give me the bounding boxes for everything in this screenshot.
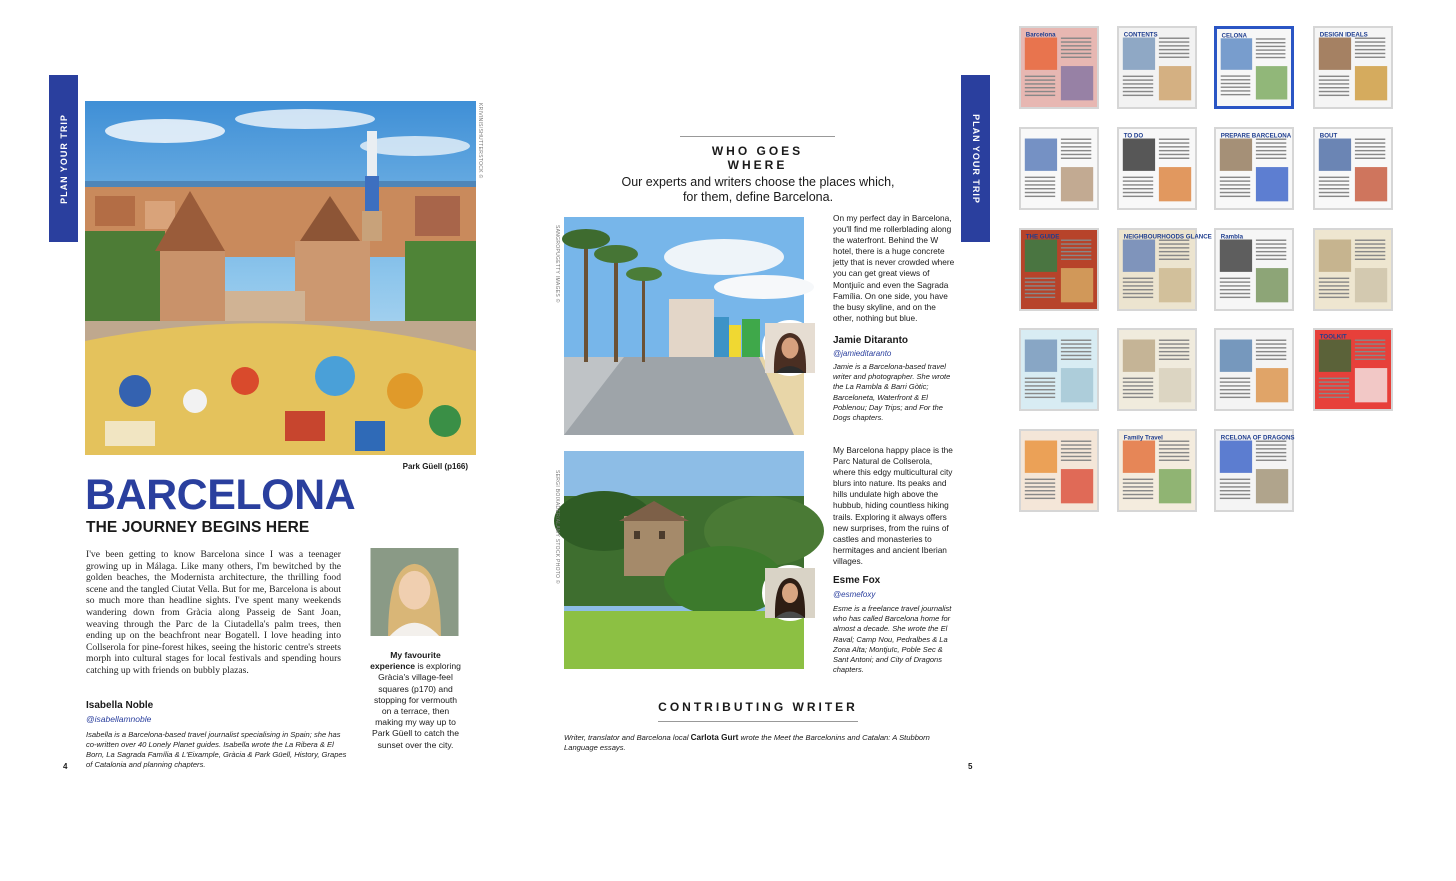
page-thumbnail[interactable]: [1313, 26, 1393, 109]
author-bio: Isabella is a Barcelona-based travel journalist specialising in Spain; she has co-written over 40 Lonely Planet guides. Isabella wrote the La Ribera & El Born, La Sagrada Família & L'Eixample, Gràcia & Park Güell, History, Grapes of Catalonia and planning chapters.: [86, 730, 347, 769]
page-thumbnail[interactable]: [1117, 328, 1197, 411]
who-goes-where-heading: WHO GOES WHERE: [680, 136, 835, 179]
page-thumbnail[interactable]: [1313, 328, 1393, 411]
page-number-right: 5: [968, 762, 973, 771]
favourite-lead: My favourite experience: [370, 650, 441, 672]
page-thumbnail[interactable]: [1019, 328, 1099, 411]
favourite-experience: [368, 650, 463, 751]
contrib-name: Carlota Gurt: [690, 733, 739, 742]
section-lead: Our experts and writers choose the places which, for them, define Barcelona.: [621, 175, 895, 204]
plan-your-trip-tab-right: [961, 75, 990, 242]
thumbnail-preview: [1021, 28, 1097, 107]
thumbnail-preview: [1119, 129, 1195, 208]
thumbnail-preview: [1216, 330, 1292, 409]
thumbnail-preview: [1315, 230, 1391, 309]
esme-handle: @esmefoxy: [833, 590, 876, 599]
page-thumbnail[interactable]: [1117, 228, 1212, 311]
thumbnail-label: BOUT: [1319, 132, 1338, 140]
contributing-writer-heading: CONTRIBUTING WRITER: [658, 694, 858, 722]
thumbnail-preview: [1216, 230, 1292, 309]
page-thumbnail[interactable]: [1117, 429, 1197, 512]
jamie-name: Jamie Ditaranto: [833, 335, 909, 346]
esme-name: Esme Fox: [833, 575, 881, 586]
jamie-handle: @jamieditaranto: [833, 349, 892, 358]
page-number-left: 4: [63, 762, 68, 771]
thumbnail-label: Rambla: [1220, 233, 1244, 241]
plan-your-trip-tab-left: [49, 75, 78, 242]
author-name: Isabella Noble: [86, 700, 154, 711]
jamie-story: On my perfect day in Barcelona, you'll find me rollerblading along the waterfront. Behind the W hotel, there is a huge concrete jetty that is never crowded where you can get great views of Montjuïc and even the Sagrada Família. On one side, you have the busy skyline, and on the other, nothing but blue.: [833, 213, 955, 323]
thumbnail-label: CELONA: [1221, 33, 1247, 40]
contributing-writer-text: [564, 733, 954, 753]
thumbnail-preview: [1119, 230, 1212, 309]
thumbnail-label: CONTENTS: [1123, 31, 1158, 39]
page-title: BARCELONA: [85, 471, 356, 519]
esme-avatar: [762, 565, 818, 621]
isabella-avatar: [369, 548, 460, 636]
thumbnail-preview: [1021, 431, 1097, 510]
favourite-text: is exploring Gràcia's village-feel squares (p170) and stopping for vermouth on a terrace, then making my way up to Park Güell to catch the sunset over the city.: [372, 661, 461, 750]
page-thumbnail[interactable]: [1313, 228, 1393, 311]
thumbnail-preview: [1119, 330, 1195, 409]
jamie-bio: Jamie is a Barcelona-based travel writer and photographer. She wrote the La Rambla & Barri Gòtic; Barceloneta, Waterfront & El Poblenou; Day Trips; and For the Dogs chapters.: [833, 362, 951, 423]
intro-paragraph: I've been getting to know Barcelona since I was a teenager growing up in Málaga. Like many others, I'm bewitched by the golden beaches, the Modernista architecture, the thrilling food scene and the tangled Ciutat Vella. But for me, Barcelona is about so much more than headline sights. I've spent many weekends wandering down from Gràcia along Passeig de Sant Joan, weaving through the Parc de la Ciutadella's palm trees, then ending up on the beachfront near Bogatell. I love heading into Collserola for pine-forest hikes, seeing the historic centre's streets morph into cultural stages for local festivals and spending hours catching up with friends on bubbly plazas.: [86, 549, 341, 676]
thumbnail-preview: [1021, 230, 1097, 309]
page-subtitle: THE JOURNEY BEGINS HERE: [86, 519, 310, 536]
thumbnail-preview: [1119, 431, 1195, 510]
thumbnail-preview: [1021, 129, 1097, 208]
thumbnail-preview: [1119, 28, 1195, 107]
thumbnail-label: NEIGHBOURHOODS GLANCE: [1123, 233, 1212, 241]
thumbnail-label: RCELONA OF DRAGONS: [1220, 434, 1295, 442]
thumbnail-preview: [1021, 330, 1097, 409]
thumbnail-preview: [1315, 330, 1391, 409]
thumbnail-label: PREPARE BARCELONA: [1220, 132, 1292, 140]
collserola-photo: [564, 451, 804, 669]
jamie-avatar: [762, 320, 818, 376]
thumbnail-label: Family Travel: [1123, 434, 1163, 442]
thumbnail-preview: [1216, 431, 1295, 510]
hero-photo-park-guell: [85, 101, 476, 455]
tab-label-right: PLAN YOUR TRIP: [970, 113, 981, 204]
page-thumbnail[interactable]: [1214, 328, 1294, 411]
thumbnail-preview: [1217, 29, 1291, 106]
hero-caption: Park Güell (p166): [402, 462, 468, 471]
page-thumbnail[interactable]: [1019, 127, 1099, 210]
esme-photo-credit: SERGI BOIXADER/ALAMY STOCK PHOTO ©: [554, 470, 560, 584]
page-thumbnail[interactable]: [1214, 429, 1294, 512]
page-thumbnail[interactable]: [1117, 127, 1197, 210]
page-thumbnail[interactable]: [1214, 26, 1294, 109]
thumbnail-label: THE GUIDE: [1025, 233, 1060, 241]
page-thumbnail[interactable]: [1019, 228, 1099, 311]
tab-label-left: PLAN YOUR TRIP: [58, 113, 69, 204]
thumbnail-preview: [1216, 129, 1292, 208]
page-thumbnail[interactable]: [1117, 26, 1197, 109]
hero-photo-credit: KRIVINIS/SHUTTERSTOCK ©: [477, 103, 483, 179]
page-thumbnail[interactable]: [1019, 429, 1099, 512]
thumbnail-preview: [1315, 129, 1391, 208]
author-handle: @isabellamnoble: [86, 714, 152, 724]
esme-story: My Barcelona happy place is the Parc Natural de Collserola, where this edgy multicultural city blurs into nature. Its peaks and hills undulate high above the hubbub, hiding countless hiking trails. Exploring it always offers new surprises, from the ruins of castles and monasteries to hermitages and ancient Iberian villages.: [833, 445, 953, 566]
page-thumbnail[interactable]: [1214, 127, 1294, 210]
esme-bio: Esme is a freelance travel journalist who has called Barcelona home for almost a decade. She wrote the El Raval; Camp Nou, Pedralbes & La Zona Alta; Montjuïc, Poble Sec & Sant Antoni; and City of Dragons chapters.: [833, 604, 952, 675]
jamie-photo-credit: SANGROPUGETTY IMAGES ©: [554, 225, 560, 303]
contrib-pre: Writer, translator and Barcelona local: [564, 733, 691, 742]
contrib-post: wrote the Meet the Barcelonins and Catalan: A Stubborn Language essays.: [564, 733, 930, 752]
thumbnail-label: TOOLKIT: [1319, 333, 1347, 341]
page-thumbnail[interactable]: [1019, 26, 1099, 109]
thumbnail-label: TO DO: [1123, 132, 1144, 140]
thumbnail-preview: [1315, 28, 1391, 107]
page-thumbnail[interactable]: [1313, 127, 1393, 210]
thumbnail-label: DESIGN IDEALS: [1319, 31, 1368, 39]
thumbnail-label: Barcelona: [1025, 31, 1056, 39]
page-thumbnail[interactable]: [1214, 228, 1294, 311]
